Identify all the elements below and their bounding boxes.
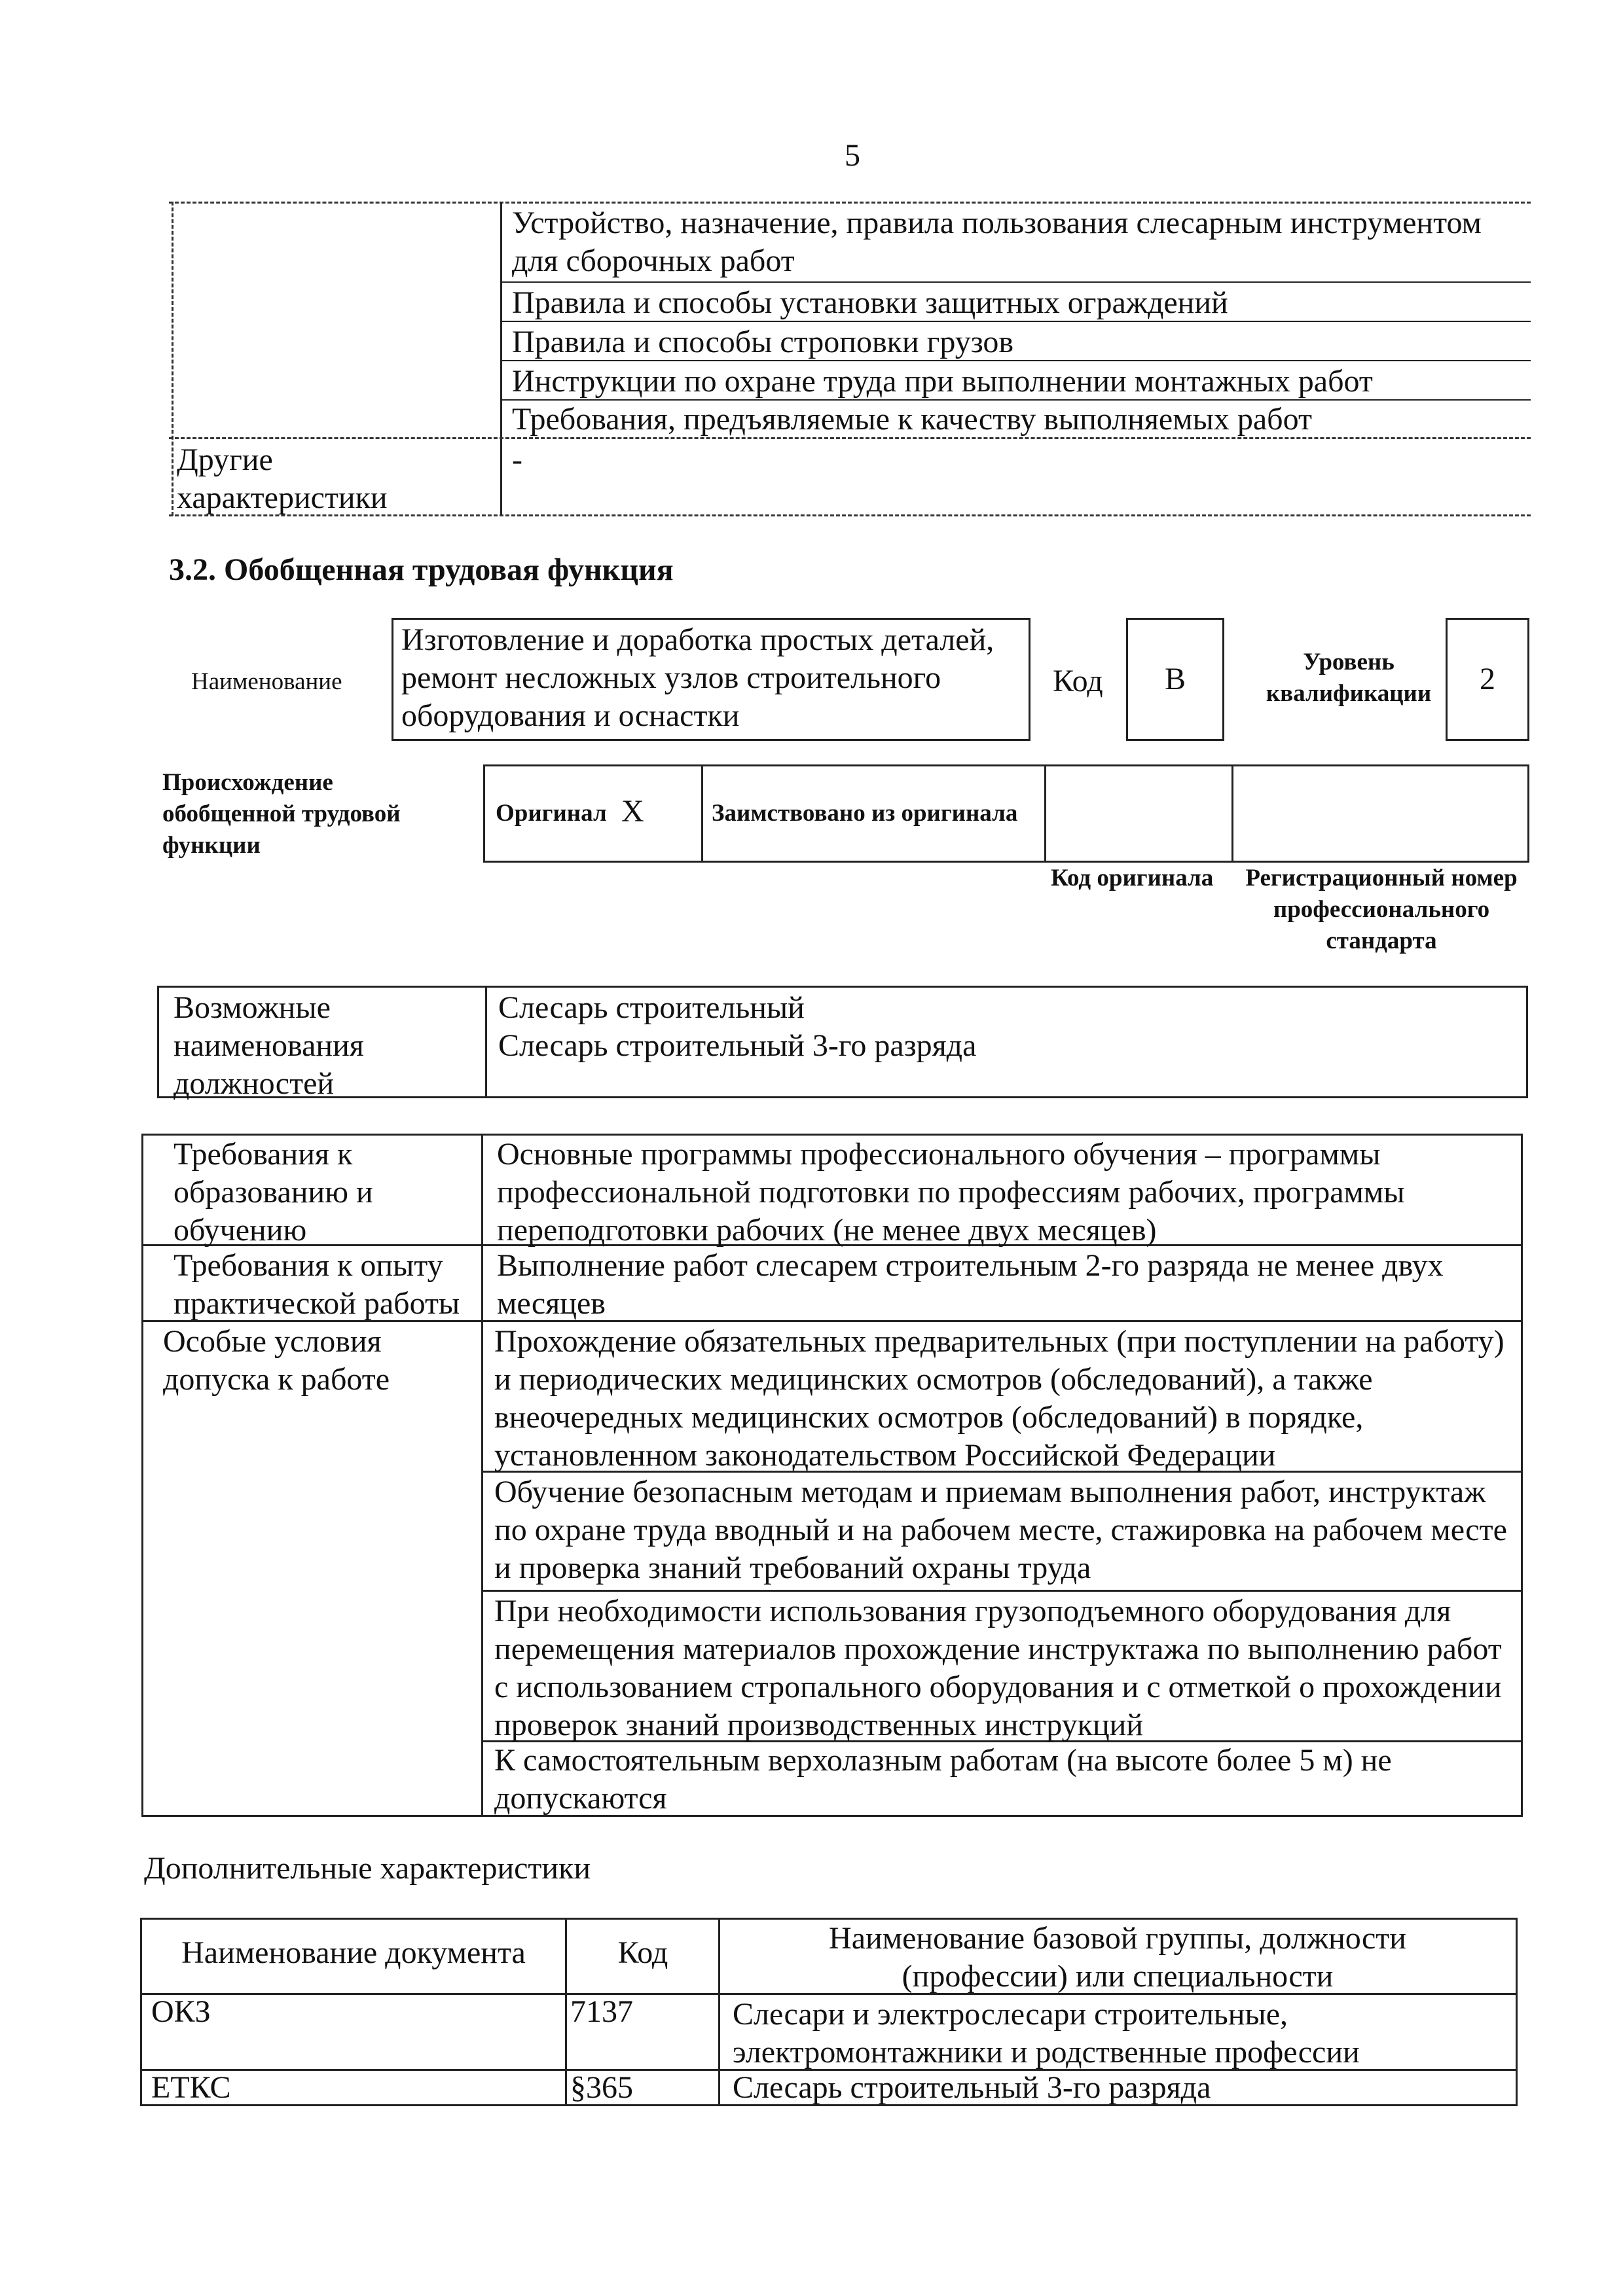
other-characteristics-label: Другие характеристики: [177, 442, 388, 515]
origin-label: Происхождение обобщенной трудовой функции: [162, 769, 401, 859]
positions-table: [157, 986, 1528, 1101]
header-document: Наименование документа: [181, 1935, 526, 1970]
original-mark: X: [621, 794, 644, 829]
section-title: 3.2. Обобщенная трудовая функция: [169, 552, 674, 587]
additional-table: [140, 1918, 1518, 2106]
borrowed-label: Заимствовано из оригинала: [712, 800, 1018, 827]
row-okz-name: Слесари и электрослесари строительные, электромонтажники и родственные профессии: [733, 1997, 1360, 2070]
education-value: Основные программы профессионального обучения – программы профессиональной подготовки по профессиям рабочих, программы переподготовки рабочих (не менее двух месяцев): [497, 1137, 1405, 1247]
conditions-label: Особые условия допуска к работе: [163, 1324, 390, 1397]
knowledge-item-slinging: Правила и способы строповки грузов: [512, 325, 1014, 359]
education-label: Требования к образованию и обучению: [173, 1137, 373, 1247]
code-original-caption: Код оригинала: [1051, 865, 1214, 891]
origin-table: [483, 764, 1529, 863]
other-characteristics-value: -: [512, 442, 522, 477]
original-label: Оригинал: [496, 800, 607, 827]
row-okz-code: 7137: [570, 1994, 633, 2029]
header-group: Наименование базовой группы, должности (профессии) или специальности: [829, 1921, 1406, 1994]
name-label: Наименование: [191, 668, 342, 695]
original-code-cell: [1047, 766, 1230, 861]
condition-height: К самостоятельным верхолазным работам (на высоте более 5 м) не допускаются: [494, 1743, 1392, 1816]
level-label: Уровень квалификации: [1266, 649, 1432, 707]
condition-training: Обучение безопасным методам и приемам выполнения работ, инструктаж по охране труда вводный и на рабочем месте, стажировка на рабочем месте и проверка знаний требований охраны труда: [494, 1475, 1507, 1585]
reg-number-cell: [1234, 766, 1529, 861]
condition-lifting: При необходимости использования грузоподъемного оборудования для перемещения материалов прохождение инструктажа по выполнению работ с использованием стропального оборудования и с отметкой о прохождении проверок знаний производственных инструкций: [494, 1594, 1502, 1742]
code-label: Код: [1053, 664, 1103, 698]
requirements-table: [141, 1134, 1523, 1817]
row-etks-code: §365: [570, 2070, 633, 2105]
level-box: [1446, 618, 1529, 741]
name-box: [392, 618, 1030, 741]
level-value: 2: [1480, 662, 1495, 696]
knowledge-item-guards: Правила и способы установки защитных ограждений: [512, 285, 1228, 320]
code-value: B: [1164, 662, 1186, 696]
experience-label: Требования к опыту практической работы: [173, 1248, 460, 1321]
knowledge-item-tools: Устройство, назначение, правила пользования слесарным инструментом для сборочных работ: [512, 206, 1482, 278]
condition-medical: Прохождение обязательных предварительных (при поступлении на работу) и периодических медицинских осмотров (обследований), а также внеочередных медицинских осмотров (обследований) в порядке, установленном законодательством Российской Федерации: [494, 1324, 1504, 1473]
knowledge-item-quality: Требования, предъявляемые к качеству выполняемых работ: [512, 402, 1312, 437]
positions-label: Возможные наименования должностей: [173, 990, 364, 1101]
reg-number-caption: Регистрационный номер профессионального стандарта: [1245, 865, 1518, 954]
row-okz-doc: ОКЗ: [151, 1994, 211, 2029]
row-etks-name: Слесарь строительный 3-го разряда: [733, 2070, 1211, 2105]
row-etks-doc: ЕТКС: [151, 2070, 231, 2105]
experience-value: Выполнение работ слесарем строительным 2-го разряда не менее двух месяцев: [497, 1248, 1444, 1321]
additional-title: Дополнительные характеристики: [144, 1851, 591, 1886]
code-box: [1126, 618, 1224, 741]
header-code: Код: [617, 1935, 668, 1970]
name-value: Изготовление и доработка простых деталей, ремонт несложных узлов строительного оборудования и оснастки: [401, 622, 994, 733]
page-number: 5: [845, 138, 860, 173]
knowledge-item-safety: Инструкции по охране труда при выполнении монтажных работ: [512, 364, 1373, 399]
position-1: Слесарь строительный: [498, 990, 805, 1025]
position-2: Слесарь строительный 3-го разряда: [498, 1028, 977, 1063]
